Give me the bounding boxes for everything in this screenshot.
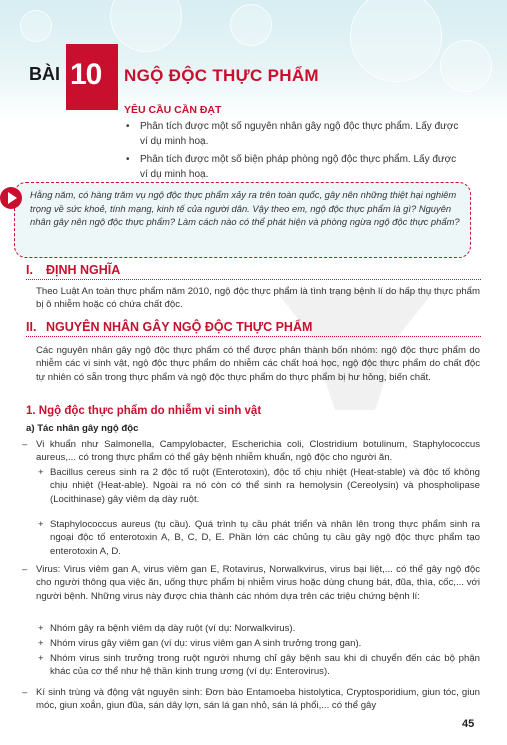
- definition-text: Theo Luật An toàn thực phẩm năm 2010, ngộ độc thực phẩm là tình trạng bệnh lí do hấp thụ thực phẩm bị ô nhiễm hoặc có chứa chất độc.: [36, 286, 480, 311]
- section2-title: NGUYÊN NHÂN GÂY NGỘ ĐỘC THỰC PHẨM: [46, 320, 313, 334]
- lesson-prefix: BÀI: [29, 64, 60, 84]
- virus-item: [22, 563, 480, 603]
- dash-marker: –: [22, 687, 28, 698]
- section1-label: I.: [26, 263, 33, 277]
- lesson-title: NGỘ ĐỘC THỰC PHẨM: [124, 66, 319, 85]
- subsection-a-title: a) Tác nhân gây ngộ độc: [26, 423, 139, 434]
- virus-text: Virus: Virus viêm gan A, virus viêm gan E, Rotavirus, Norwalkvirus, virus bại liệt,... có thể gây ngộ độc cho người thông qua việc ăn, uống thực phẩm bị nhiễm virus hoặc dùng chung bát, đũa, thìa, cốc,... với người bệnh. Những virus này được chia thành các nhóm dựa trên các triệu chứng bệnh lí:: [36, 564, 480, 602]
- subsection-1-title: 1. Ngộ độc thực phẩm do nhiễm vi sinh vật: [26, 405, 262, 417]
- dash-marker: –: [22, 564, 28, 575]
- plus-marker: +: [38, 519, 44, 530]
- lesson-number: 10: [70, 58, 102, 91]
- plus-marker: +: [38, 623, 44, 634]
- dash-marker: –: [22, 439, 28, 450]
- section2-divider: [26, 336, 481, 337]
- requirements-heading: YÊU CẦU CẦN ĐẠT: [124, 104, 222, 116]
- requirement-item: • Phân tích được một số nguyên nhân gây ngộ độc thực phẩm. Lấy được ví dụ minh hoạ.: [124, 120, 464, 149]
- parasite-text: Kí sinh trùng và động vật nguyên sinh: Đơn bào Entamoeba histolytica, Cryptosporidium, giun tóc, giun móc, giun xoắn, giun đũa, sán dây lợn, sán lá gan nhỏ, sán lá phổi,... có thể gây: [36, 687, 480, 712]
- bacteria-item: [22, 438, 480, 465]
- intro-question: Hằng năm, có hàng trăm vụ ngộ độc thực phẩm xảy ra trên toàn quốc, gây nên những thiệt hại nghiêm trọng về sức khoẻ, tính mạng, kinh tế của người dân. Vậy theo em, ngộ độc thực phẩm là gì? Nguyên nhân gây nên ngộ độc thực phẩm? Làm cách nào có thể phát hiện và phòng ngừa ngộ độc thực phẩm?: [30, 189, 460, 227]
- section1-title: ĐỊNH NGHĨA: [46, 263, 121, 277]
- plus-marker: +: [38, 467, 44, 478]
- bacteria-text: Vi khuẩn như Salmonella, Campylobacter, Escherichia coli, Clostridium botulinum, Staphylococcus aureus,... có trong thực phẩm có thể gây bệnh nhiễm khuẩn, ngộ độc cho người ăn.: [36, 439, 480, 464]
- virus-group-item: + Nhóm gây ra bệnh viêm dạ dày ruột (ví dụ: Norwalkvirus).: [38, 623, 296, 634]
- bacillus-item: [38, 466, 480, 506]
- staph-text: Staphylococcus aureus (tụ cầu). Quá trình tụ cầu phát triển và nhân lên trong thực phẩm sinh ra ngoại độc tố enterotoxin A, B, C, D, E. Phần lớn các chủng tụ cầu gây ngộ độc thực phẩm tạo enterotoxin A, D.: [50, 519, 480, 557]
- section2-label: II.: [26, 320, 37, 334]
- causes-intro-text: Các nguyên nhân gây ngộ độc thực phẩm có thể được phân thành bốn nhóm: ngộ độc thực phẩm do nhiễm các vi sinh vật, ngộ độc thực phẩm do nhiễm các chất hoá học, ngộ độc thực phẩm do chất độc tự nhiên có sẵn trong thực phẩm và ngộ độc thực phẩm do thực phẩm bị hư hỏng, biến chất.: [36, 345, 480, 383]
- page-number: 45: [462, 718, 475, 730]
- staph-item: [38, 518, 480, 558]
- parasite-item: [22, 686, 480, 713]
- section1-divider: [26, 279, 481, 280]
- virus-group-item: + Nhóm virus gây viêm gan (ví dụ: virus viêm gan A sinh trưởng trong gan).: [38, 638, 362, 649]
- requirement-item: • Phân tích được một số biện pháp phòng ngộ độc thực phẩm. Lấy được ví dụ minh hoạ.: [124, 153, 464, 182]
- play-icon: [0, 187, 22, 209]
- requirements-list: [124, 120, 464, 186]
- virus-group-item: + Nhóm virus sinh trưởng trong ruột người nhưng chỉ gây bệnh sau khi di chuyển đến các bộ phận khác của cơ thể như hệ thần kinh trung ương (ví dụ: Enterovirus).: [38, 653, 480, 678]
- plus-marker: +: [38, 638, 44, 649]
- plus-marker: +: [38, 653, 44, 664]
- bacillus-text: Bacillus cereus sinh ra 2 độc tố ruột (Enterotoxin), độc tố chịu nhiệt (Heat-stable) và độc tố không chịu nhiệt (Heat-able). Ngoài ra nó còn có thể sinh ra hemolysin (Cereolysin) và phospholipase (Locithinase) gây viêm dạ dày ruột.: [50, 467, 480, 505]
